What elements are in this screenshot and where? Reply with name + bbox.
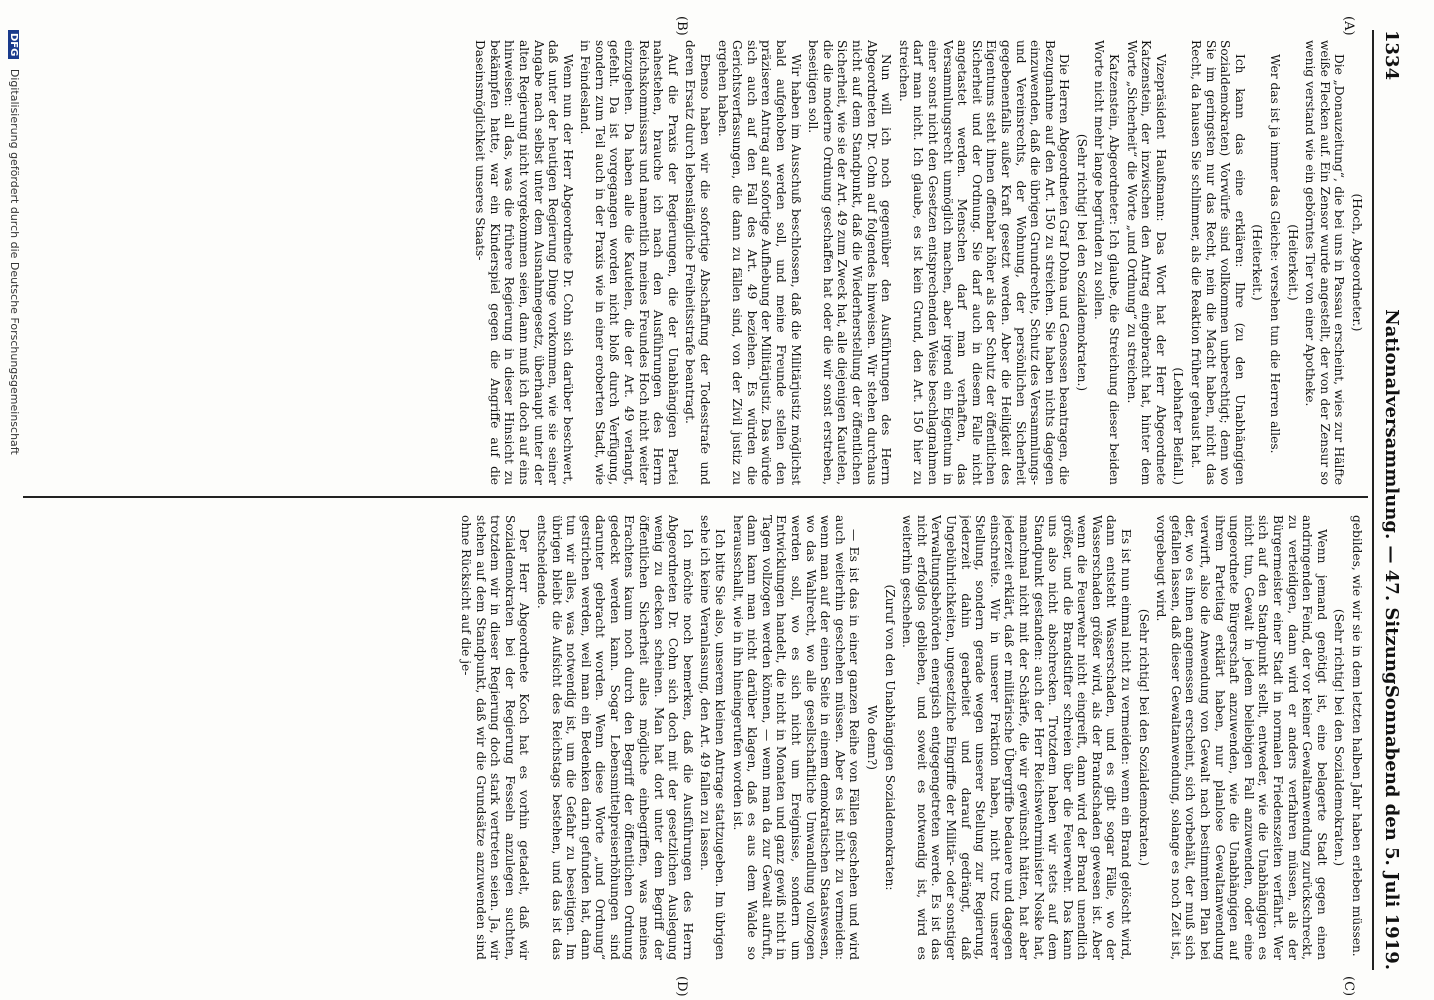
interjection: (Zuruf von den Unabhängigen Sozialdemokraten: [882, 584, 897, 891]
paragraph: Ich bitte Sie also, unserem kleinen Antrage stattzugeben. Im übrigen sehe ich keine Veranlassung, den Art. 49 fallen zu lassen. [698, 515, 728, 960]
interjection: (Sehr richtig! bei den Sozialdemokraten.) [1074, 133, 1089, 392]
paragraph: Es ist nun einmal nicht zu vermeiden: wenn ein Brand gelöscht wird, dann entsteht Wasserschaden, und es gibt sogar Fälle, wo der Wasserschaden größer wird, als der Brandschaden gewesen ist. Aber wenn die Feuerwehr nicht eingreift, dann wird der Brand unendlich größer, und die Brandstifter schreien über die Feuerwehr. Das kann uns also nicht abschrecken. Trotzdem haben wir stets auf dem Standpunkt gestanden: auch der Herr Reichswehrminister Noske hat, manchmal nicht mit der Schärfe, die wir gewünscht hätten, hat aber jederzeit erklärt, daß er militärische Übergriffe bedauere und dagegen einschreite. Wir in unserer Fraktion haben, nicht trotz unserer Stellung, sondern gerade wegen unserer Stellung zur Regierung, jederzeit dahin gearbeitet und darauf gedrängt, daß Ungebührlichkeiten, ungesetzliche Eingriffe der Militär- oder sonstiger Verwaltungsbehörden energisch entgegengetreten werde. Es ist das nicht erfolglos geblieben, und soweit es notwendig ist, wird es weiterhin geschehen. [900, 515, 1134, 960]
paragraph: Wenn nun der Herr Abgeordnete Dr. Cohn sich darüber beschwert, daß unter der heutigen Regierung Dinge vorkommen, wie sie seiner Angabe nach selbst unter dem Ausnahmegesetz, überhaupt unter der alten Regierung nicht vorgekommen seien, dann muß ich doch auf eins hinweisen: all das, was die frühere Regierung in dieser Hinsicht zu bekämpfen hatte, war ein Kinderspiel gegen die Angriffe auf die Daseinsmöglichkeit unseres Staats- [473, 40, 575, 485]
digitization-credit [8, 30, 21, 970]
page-number: 1334 [1381, 30, 1402, 81]
paragraph: Wer das ist ja immer das Gleiche: versehen tun die Herren alles. [1268, 54, 1283, 454]
paragraph: Ich möchte noch bemerken, daß die Ausführungen des Herrn Abgeordneten Dr. Cohn sich doch mit der gesetzlichen Auslegung wenig zu decken scheinen. Man hat dort unter dem Begriff der öffentlichen Sicherheit alles mögliche einbegriffen, was meines Erachtens kaum noch durch den Begriff der öffentlichen Ordnung gedeckt werden kann. Sogar Lebensmittelpreiserhöhungen sind darunter gebracht worden. Wenn diese Worte „und Ordnung“ gestrichen werden, weil man ein Bedenken darin gefunden hat, dann tun wir alles, was notwendig ist, um die Gefahr zu beseitigen. Im übrigen bleibt die Aufsicht des Reichstags bestehen, und das ist das entscheidende. [534, 515, 695, 960]
interjection: (Lebhafter Beifall.) [1171, 367, 1186, 485]
margin-mark-d: (D) [674, 976, 689, 997]
page-header [1372, 30, 1406, 970]
interjection: Wo denn?) [865, 705, 879, 770]
column-divider [23, 496, 1368, 498]
left-column [29, 40, 1364, 485]
paragraph: Ich kann das eine erklären: Ihre (zu den Unabhängigen Sozialdemokraten) Vorwürfe sind vollkommen unberechtigt; denn wo Sie im geringsten nur das Recht, nein die Macht haben, nicht das Recht, da hausen Sie schlimmer, als die Reaktion früher gehaust hat. [1189, 40, 1247, 485]
paragraph: Die Herren Abgeordneten Graf Dohna und Genossen beantragen, die Bezugnahme auf den Art. 150 zu streichen. Sie haben nichts dagegen einzuwenden, daß die übrigen Grundrechte, Schutz des Versammlungs- und Vereinsrechts, der Wohnung, der persönlichen Sicherheit gegebenenfalls außer Kraft gesetzt werden. Aber die Heiligkeit des Eigentums steht ihnen offenbar höher als der Schutz der öffentlichen Sicherheit und der Ordnung. Sie darf auch in diesem Falle nicht angetastet werden. Menschen darf man verhaften, das Versammlungsrecht unmöglich machen, aber irgend ein Eigentum in einer sonst nicht den Gesetzen entsprechenden Weise beschlagnahmen darf man nicht. Ich glaube, es ist kein Grund, den Art. 150 hier zu streichen. [896, 40, 1072, 485]
interjection: (Heiterkeit.) [1250, 224, 1265, 301]
credit-text: Digitalisierung gefördert durch die Deutsche Forschungsgemeinschaft [8, 68, 21, 455]
paragraph: Katzenstein, Abgeordneter: Ich glaube, die Streichung dieser beiden Worte nicht mehr lange begründen zu sollen. [1092, 40, 1122, 485]
paragraph: Vizepräsident Haußmann: Das Wort hat der Herr Abgeordnete Katzenstein, der inzwischen den Antrag eingebracht hat, hinter dem Worte „Sicherheit“ die Worte „und Ordnung“ zu streichen. [1124, 40, 1168, 485]
interjection: (Heiterkeit.) [1285, 224, 1300, 301]
right-column [29, 515, 1364, 960]
speaker-attribution: (Hoch, Abgeordneter.) [1350, 193, 1364, 332]
dfg-logo: DFG [8, 30, 19, 59]
paragraph: Nun will ich noch gegenüber den Ausführungen des Herrn Abgeordneten Dr. Cohn auf folgendes hinweisen. Wir stehen durchaus nicht auf dem Standpunkt, daß die Wiederherstellung der öffentlichen Sicherheit, wie sie der Art. 49 zum Zweck hat, alle diejenigen Kautelen, die die moderne Ordnung geschaffen hat oder die wir sonst erstreben, beseitigen soll. [806, 40, 894, 485]
paragraph: Der Herr Abgeordnete Koch hat es vorhin getadelt, daß wir Sozialdemokraten bei der Regierung Fesseln anzulegen suchten, trotzdem wir in dieser Regierung doch stark vertreten seien. Ja, wir stehen auf dem Standpunkt, daß wir die Grundsätze anzuwenden sind ohne Rücksicht auf die je- [458, 515, 532, 960]
paragraph: Wenn jemand genötigt ist, eine belagerte Stadt gegen einen andringenden Feind, der vor keiner Gewaltanwendung zurückschreckt, zu verteidigen, dann wird er anders verfahren müssen, als der Bürgermeister einer Stadt in normalen Friedenszeiten verfährt. Wer sich auf den Standpunkt stellt, entweder, wie die Unabhängigen es nicht tun, Gewalt in jedem beliebigen Fall anzuwenden, oder eine ungeordnete Bürgerschaft anzuwenden, wie die Unabhängigen auf ihrem Parteitag erklärt haben, nur planlose Gewaltanwendung verwirft, also die Anwendung von Gewalt nach bestimmtem Plan bei der, wo es ihnen angemessen erscheint, sich vorbehält, der muß sich gefallen lassen, daß dieser Gewaltanwendung, solange es noch Zeit ist, vorgebeugt wird. [1154, 515, 1329, 960]
interjection: (Sehr richtig! bei den Sozialdemokraten.) [1136, 608, 1151, 867]
session-date: Sonnabend den 5. Juli 1919. [1381, 684, 1402, 970]
margin-mark-a: (A) [1341, 16, 1356, 36]
paragraph: — Es ist das in einer ganzen Reihe von Fällen geschehen und wird auch weiterhin geschehen müssen. Aber es ist nicht zu vermeiden: wenn man auf der einen Seite in einem demokratischen Staatswesen, wo das Wahlrecht, wo alle gesellschaftliche Umwandlung vollzogen werden soll, wo es sich nicht um Ereignisse, sondern um Entwicklungen handelt, die nicht in Monaten und ganz gewiß nicht in Tagen vollzogen werden können, — wenn man da zur Gewalt aufruft, dann kann man nicht darüber klagen, daß es aus dem Walde so herausschallt, wie in ihn hineingerufen worden ist. [730, 515, 862, 960]
margin-mark-b: (B) [674, 16, 689, 36]
margin-mark-c: (C) [1341, 976, 1356, 997]
paragraph: Auf die Praxis der Regierungen, die der Unabhängigen Partei nahestehen, brauche ich nach den Ausführungen des Herrn Reichskommissars und namentlich meines Freundes Hoch nicht weiter einzugehen. Da haben alle die Kautelen, die der Art. 49 verlangt, gefehlt. Da ist vorgegangen worden nicht bloß durch Verfügung, sondern zum Teil auch in der Praxis wie in einer eroberten Stadt, wie in Feindesland. [578, 40, 680, 485]
running-title: Nationalversammlung. — 47. Sitzung. [1381, 309, 1402, 691]
paragraph: Ebenso haben wir die sofortige Abschaffung der Todesstrafe und deren Ersatz durch lebenslängliche Freiheitsstrafe beantragt. [683, 40, 713, 485]
paragraph: gebildes, wie wir sie in dem letzten halben Jahr haben erleben müssen. [1350, 515, 1364, 957]
interjection: (Sehr richtig! bei den Sozialdemokraten.) [1332, 608, 1347, 867]
paragraph: Wir haben im Ausschuß beschlossen, daß die Militärjustiz möglichst bald aufgehoben werden soll, und meine Freunde stellen den präziseren Antrag auf sofortige Aufhebung der Militärjustiz. Das würde sich auch auf den Fall des Art. 49 beziehen. Es würden die Gerichtsverfassungen, die dann zu fällen sind, von der Zivil justiz zu ergehen haben. [715, 40, 803, 485]
paragraph: Die „Donauzeitung“, die bei uns in Passau erscheint, wies zur Hälfte weiße Flecken auf. Ein Zensor wurde angestellt, der von der Zensur so wenig verstand wie ein gebörntes Tier von einer Apotheke. [1303, 40, 1347, 485]
